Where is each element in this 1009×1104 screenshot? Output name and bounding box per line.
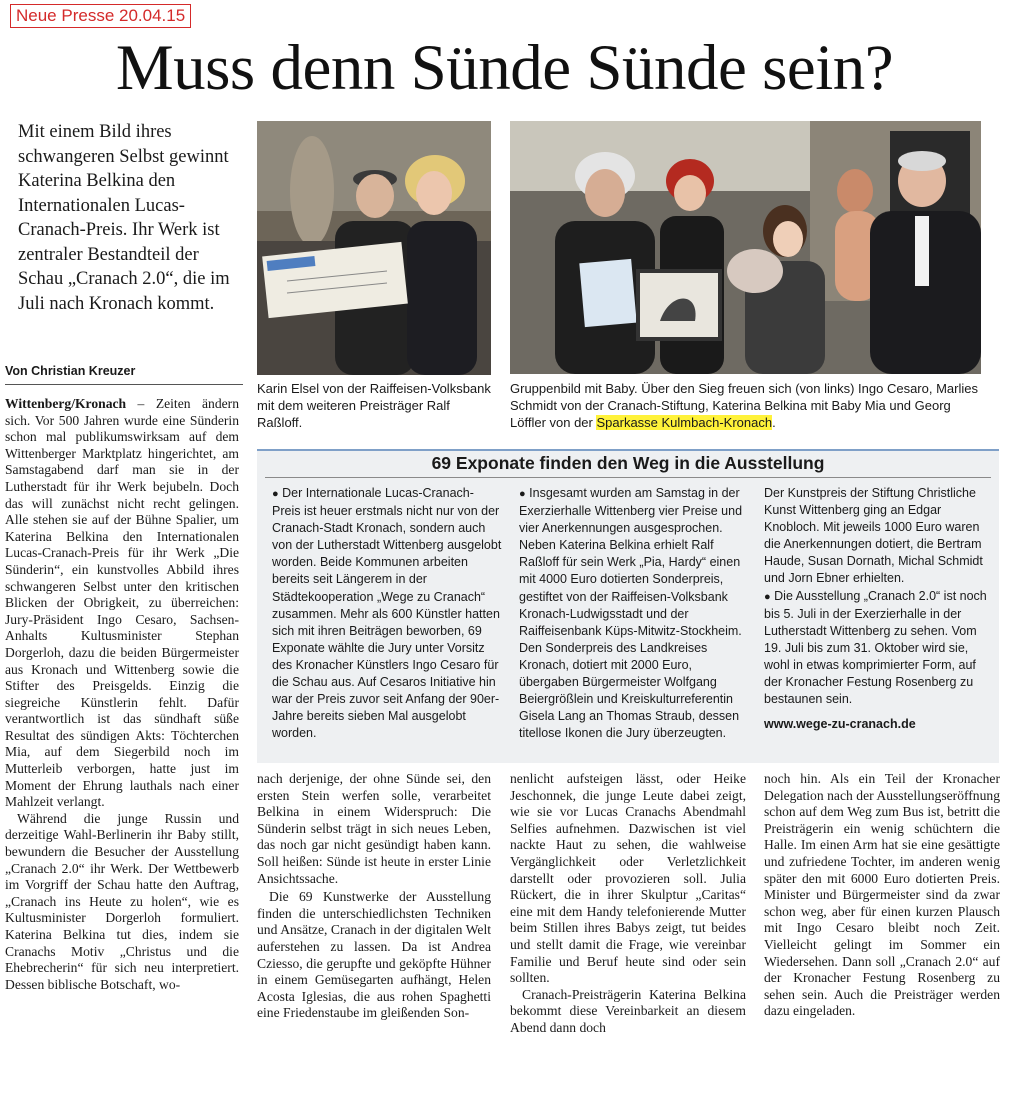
infobox-divider xyxy=(265,477,991,478)
infobox-url[interactable]: www.wege-zu-cranach.de xyxy=(764,717,916,732)
body-paragraph: nenlicht aufsteigen lässt, oder Heike Jeschonnek, die junge Leute dabei zeigt, wie sie vor Lucas Cranachs Abendmahl Selfies aufnehmen. Dazwischen ist viel nackte Haut zu sehen, die wahlweise Vergänglichkeit oder Verletzlichkeit darstellt oder provozieren soll. Julia Rückert, die in ihrer Skulptur „Caritas“ eine mit dem Handy telefonierende Mutter beim Stillen ihres Babys zeigt, tut beides und stellt damit die Frage, wie vereinbar Familie und Beruf heute sind oder sein sollten. xyxy=(510,771,746,986)
teaser-text: Mit einem Bild ihres schwangeren Selbst gewinnt Katerina Belkina den Internationalen Lucas-Cranach-Preis. Ihr Werk ist zentraler Bestandteil der Schau „Cranach 2.0“, die im Juli nach Kronach kommt. xyxy=(18,122,230,314)
photo1-caption: Karin Elsel von der Raiffeisen-Volksbank mit dem weiteren Preisträger Ralf Raßloff. xyxy=(257,381,491,430)
bullet-icon: ● xyxy=(272,488,279,500)
body-paragraph: Cranach-Preisträgerin Katerina Belkina bekommt diese Vereinbarkeit an diesem Abend dann doch xyxy=(510,986,746,1035)
body-paragraph: Die 69 Kunstwerke der Ausstellung finden die unterschiedlichsten Techniken und Ansätze, Cranach in der digitalen Welt auferstehen zu lassen. Da ist Andrea Cziesso, die gerupfte und geköpfte Hühner in einem Gemüsegarten aufhängt, Helen Acosta Iglesias, die aus rohen Spaghetti eine Friedenstaube im gleißenden Son- xyxy=(257,889,491,1021)
teaser xyxy=(18,120,243,316)
source-label: Neue Presse 20.04.15 xyxy=(10,4,191,28)
body-column-4 xyxy=(764,771,1000,1020)
infobox-column-2 xyxy=(519,485,749,742)
infobox-text: Die Ausstellung „Cranach 2.0“ ist noch bis 5. Juli in der Exerzierhalle in der Lutherstadt Wittenberg zu sehen. Vom 19. Juli bis zum 31. Oktober wird sie, wohl in etwas komprimierter Form, auf der Kronacher Festung Rosenberg zu bestaunen sein. xyxy=(764,588,987,707)
bullet-icon: ● xyxy=(519,488,526,500)
divider xyxy=(5,384,243,385)
photo2-caption-end: . xyxy=(772,415,776,430)
infobox-text: Insgesamt wurden am Samstag in der Exerzierhalle Wittenberg vier Preise und vier Anerkennungen ausgesprochen. Neben Katerina Belkina erhielt Ralf Raßloff für sein Werk „Pia, Hardy“ einen mit 4000 Euro dotierten Sonderpreis, gestiftet von der Raiffeisen-Volksbank Kronach-Ludwigsstadt und der Raiffeisenbank Küps-Mitwitz-Stockheim. Den Sonderpreis des Landkreises Kronach, dotiert mit 2000 Euro, übergaben Bürgermeister Wolfgang Beiergrößlein und Kreiskulturreferentin Gisela Lang an Thomas Straub, dessen titellose Ikonen die Jury überzeugten. xyxy=(519,486,743,741)
body-column-1 xyxy=(5,396,239,993)
headline: Muss denn Sünde Sünde sein? xyxy=(115,32,894,104)
bullet-icon: ● xyxy=(764,590,771,603)
photo2-caption-text: Gruppenbild mit Baby. Über den Sieg freuen sich (von links) Ingo Cesaro, Marlies Schmidt von der Cranach-Stiftung, Katerina Belkina mit Baby Mia und Georg Löffler von der xyxy=(510,381,978,430)
infobox-text: Der Kunstpreis der Stiftung Christliche Kunst Wittenberg ging an Edgar Knobloch. Mit jeweils 1000 Euro waren die Anerkennungen dotiert, die Bertram Haude, Susan Dornath, Michal Schmidt und Jorn Ebner erhielten. xyxy=(764,486,983,586)
infobox-column-1 xyxy=(272,485,502,742)
photo-award-check-image xyxy=(257,121,491,375)
infobox-column-3 xyxy=(764,485,992,733)
body-paragraph xyxy=(5,396,239,811)
infobox-text: Der Internationale Lucas-Cranach-Preis ist heuer erstmals nicht nur von der Cranach-Stadt Kronach, sondern auch von der Lutherstadt Wittenberg ausgelobt worden. Beide Kommunen arbeiten bereits seit Längerem in der Städtekooperation „Wege zu Cranach“ zusammen. Mehr als 600 Künstler hatten sich mit ihren Beiträgen beworben, 69 Exponate wählte die Jury unter Vorsitz des Kronacher Künstlers Ingo Cesaro für die Schau aus. Auf Cesaros Initiative hin war der Preis zuvor seit Anfang der 90er-Jahre bereits sieben Mal ausgelobt worden. xyxy=(272,486,502,741)
body-paragraph: Während die junge Russin und derzeitige Wahl-Berlinerin ihr Baby stillt, bewundern die Besucher der Ausstellung „Cranach 2.0“ ihr Werk. Der Wettbewerb im Vorgriff der Schau hatte den Auftrag, „Cranach ins Heute zu holen“, wie es Kultusminister Dorgerloh formuliert. Katerina Belkina tut dies, indem sie Cranachs Motiv „Christus und die Ehebrecherin“ für sich neu interpretiert. Dessen biblische Botschaft, wo- xyxy=(5,810,239,992)
dateline: Wittenberg/Kronach xyxy=(5,396,127,411)
body-text: – Zeiten ändern sich. Vor 500 Jahren wurde eine Sünderin schon mal publikumswirksam auf dem Wittenberger Marktplatz hingerichtet, am Samstagabend darf man sie in der Lutherstadt für ihr Werk bejubeln. Doch das will zunächst nicht recht gelingen. Alle stehen sie auf der Bühne Spalier, um Katerina Belkina den Internationalen Lucas-Cranach-Preis für ihr Werk „Die Sünderin“, ein kunstvolles Abbild ihres schwangeren Selbst unter den kritischen Blicken der Obrigkeit, zu überreichen: Jury-Präsident Ingo Cesaro, Sachsen-Anhalts Kultusminister Stephan Dorgerloh, dazu die beiden Bürgermeister aus Kronach und Wittenberg sowie die Stifter des Preisgelds. Einzig die siegreiche Künstlerin fehlt. Dafür verantwortlich ist das sündhaft süße Resultat des sündigen Akts: Töchterchen Mia, auf dem Siegerbild noch im Mutterleib verborgen, hatte just im Moment der Ehrung lauthals nach einer Mahlzeit verlangt. xyxy=(5,396,239,810)
body-paragraph: noch hin. Als ein Teil der Kronacher Delegation nach der Ausstellungseröffnung schon auf dem Weg zum Bus ist, betritt die Preisträgerin ein wenig schüchtern die Halle. Im einen Arm hat sie eine gesättigte und zufriedene Tochter, im anderen wenig später den mit 6000 Euro dotierten Preis. Minister und Bürgermeister sind da zwar schon weg, aber für einen kurzen Plausch mit Ingo Cesaro bleibt noch Zeit. Vielleicht gelingt im Sommer ein Wiedersehen. Dann soll „Cranach 2.0“ auf der Kronacher Festung Rosenberg zu sehen sein. Auch die Preisträger werden dazu eingeladen. xyxy=(764,771,1000,1019)
photo2-caption-highlight: Sparkasse Kulmbach-Kronach xyxy=(596,415,773,430)
photo2-caption xyxy=(510,380,981,431)
body-paragraph: nach derjenige, der ohne Sünde sei, den ersten Stein werfen solle, verarbeitet Belkina in einem Widerspruch: Die Sünderin selbst trägt in sich neues Leben, das noch gar nicht gesündigt haben kann. Soll heißen: Sünde ist heute in erster Linie Ansichtssache. xyxy=(257,771,491,886)
author-line: Von Christian Kreuzer xyxy=(5,364,136,378)
photo-award-check xyxy=(257,121,491,375)
body-column-2 xyxy=(257,771,491,1022)
photo-group-baby xyxy=(510,121,981,374)
photo-group-baby-image xyxy=(510,121,981,374)
infobox xyxy=(257,449,999,763)
body-column-3 xyxy=(510,771,746,1037)
infobox-title: 69 Exponate finden den Weg in die Ausstellung xyxy=(431,453,825,473)
